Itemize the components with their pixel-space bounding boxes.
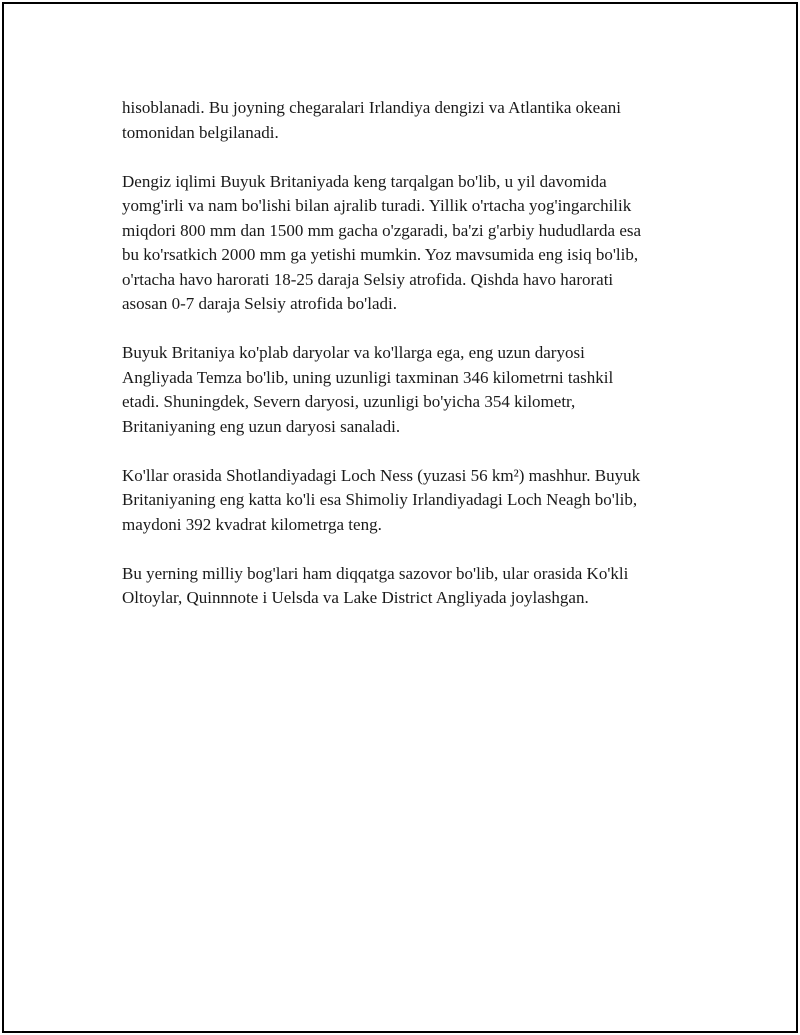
paragraph-borders: hisoblanadi. Bu joyning chegaralari Irlandiya dengizi va Atlantika okeani tomonidan belgilanadi.: [122, 98, 621, 142]
paragraph-climate: Dengiz iqlimi Buyuk Britaniyada keng tarqalgan bo'lib, u yil davomida yomg'irli va nam bo'lishi bilan ajralib turadi. Yillik o'rtacha yog'ingarchilik miqdori 800 mm dan 1500 mm gacha o'zgaradi, ba'zi g'arbiy hududlarda esa bu ko'rsatkich 2000 mm ga yetishi mumkin. Yoz mavsumida eng isiq bo'lib, o'rtacha havo harorati 18-25 daraja Selsiy atrofida. Qishda havo harorati asosan 0-7 daraja Selsiy atrofida bo'ladi.: [122, 171, 642, 313]
paragraph-lakes: Ko'llar orasida Shotlandiyadagi Loch Ness (yuzasi 56 km²) mashhur. Buyuk Britaniyaning eng katta ko'li esa Shimoliy Irlandiyadagi Loch Neagh bo'lib, maydoni 392 kvadrat kilometrga teng.: [122, 465, 641, 534]
document-body: [122, 96, 692, 635]
paragraph-national-parks: Bu yerning milliy bog'lari ham diqqatga sazovor bo'lib, ular orasida Ko'kli Oltoylar, Quinnnote i Uelsda va Lake District Angliyada joylashgan.: [122, 563, 629, 607]
paragraph-rivers: Buyuk Britaniya ko'plab daryolar va ko'llarga ega, eng uzun daryosi Angliyada Temza bo'lib, uning uzunligi taxminan 346 kilometrni tashkil etadi. Shuningdek, Severn daryosi, uzunligi bo'yicha 354 kilometr, Britaniyaning eng uzun daryosi sanaladi.: [122, 343, 614, 436]
page-frame: [2, 2, 798, 1033]
